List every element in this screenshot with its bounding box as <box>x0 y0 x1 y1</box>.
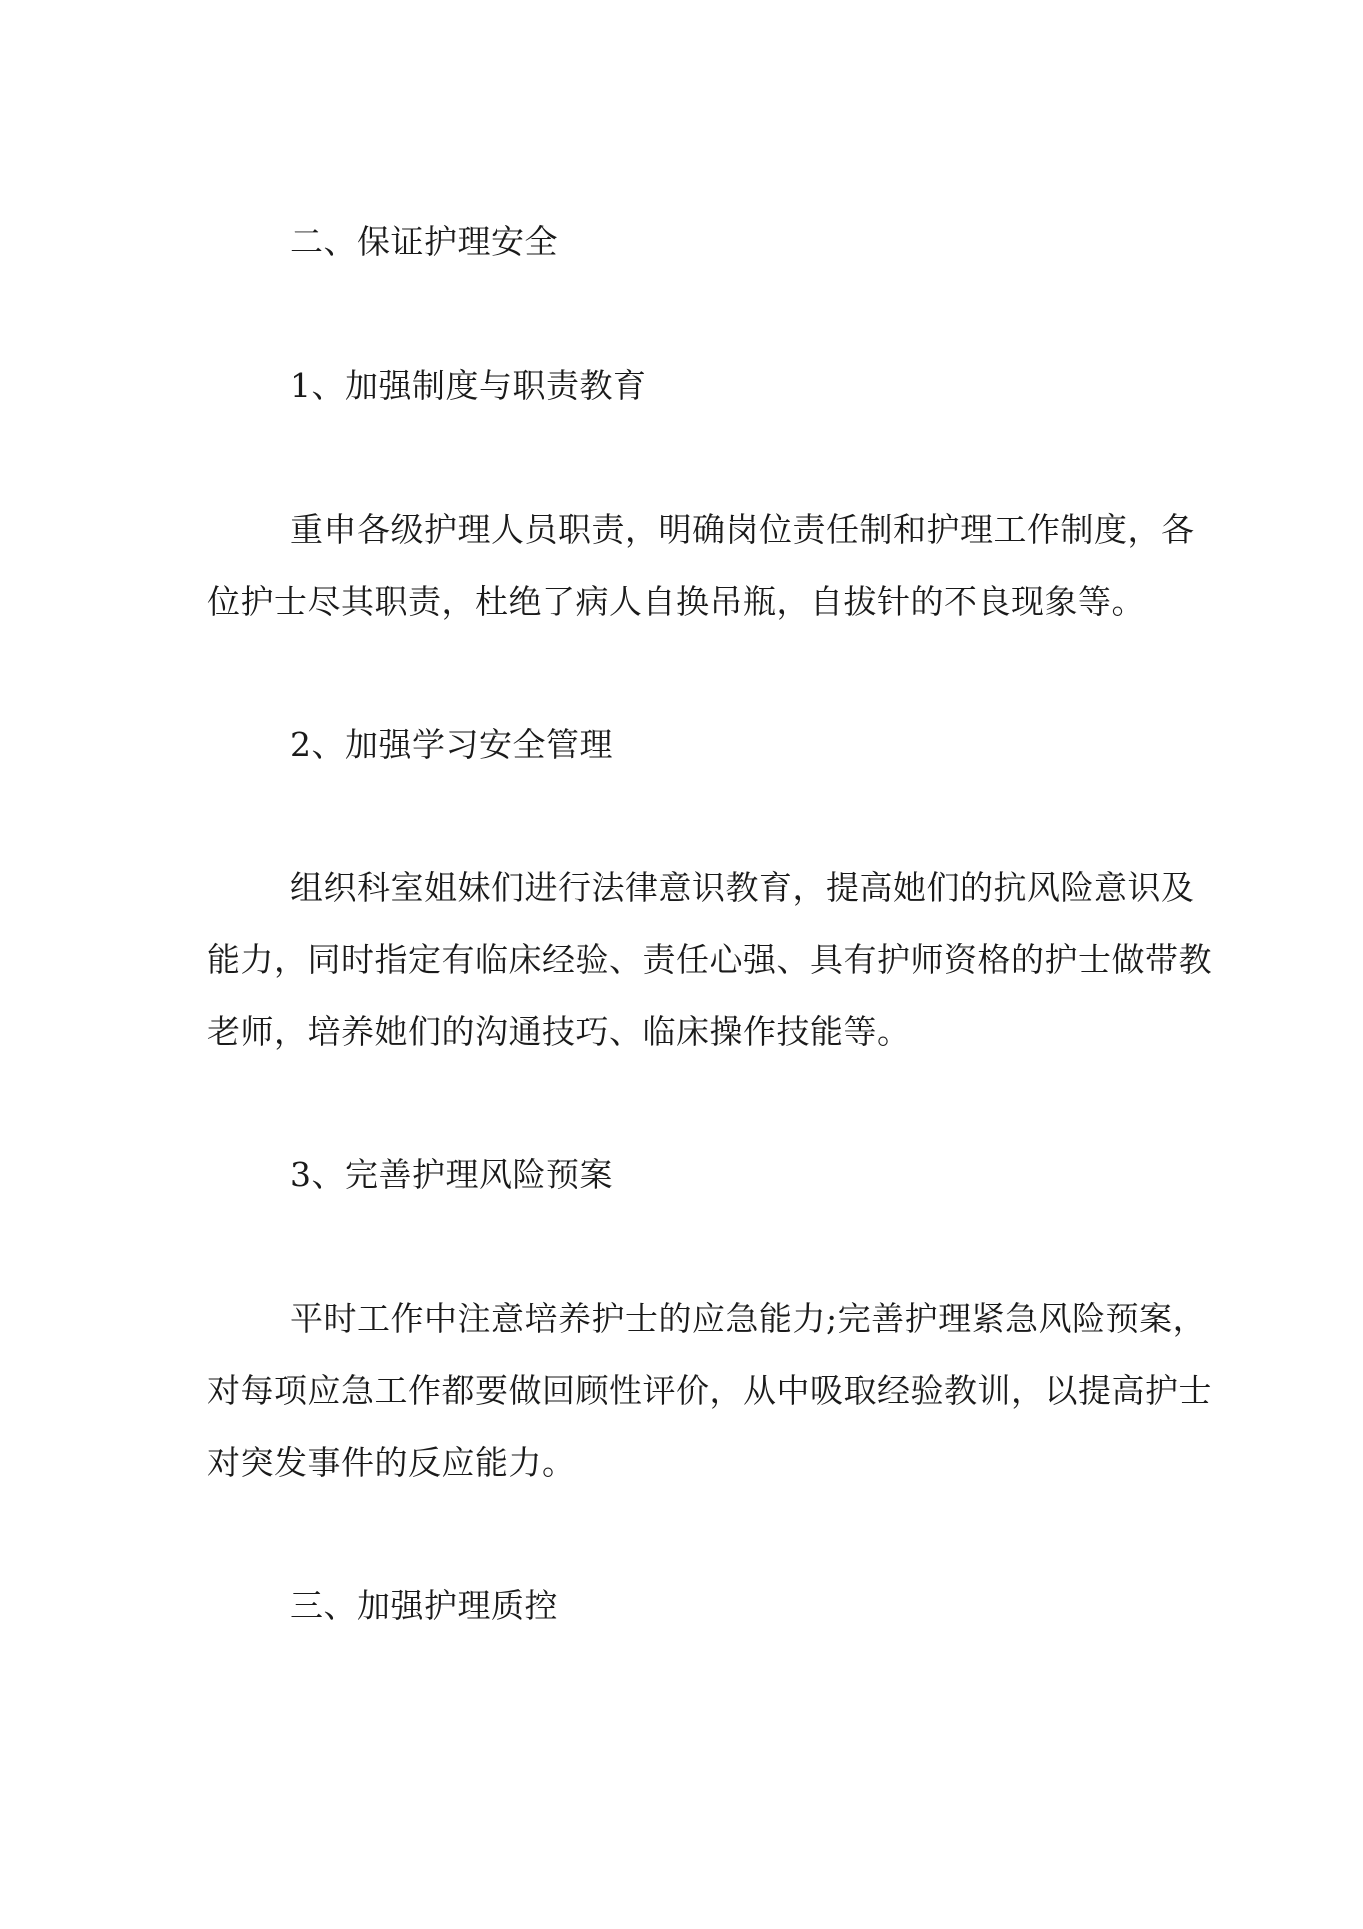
paragraph-risk-plan <box>207 1283 1212 1499</box>
item-heading-responsibility-education: 1、加强制度与职责教育 <box>290 366 647 405</box>
paragraph-safety-management <box>207 852 1212 1068</box>
section-heading-safety: 二、保证护理安全 <box>290 222 558 261</box>
paragraph-line: 对每项应急工作都要做回顾性评价，从中吸取经验教训，以提高护士 <box>207 1371 1212 1410</box>
paragraph-line: 组织科室姐妹们进行法律意识教育，提高她们的抗风险意识及 <box>290 868 1195 907</box>
paragraph-line: 能力，同时指定有临床经验、责任心强、具有护师资格的护士做带教 <box>207 940 1212 979</box>
item-heading-safety-management: 2、加强学习安全管理 <box>290 725 613 764</box>
item-heading-risk-plan: 3、完善护理风险预案 <box>290 1155 613 1194</box>
paragraph-line: 重申各级护理人员职责，明确岗位责任制和护理工作制度，各 <box>290 510 1195 549</box>
section-heading-quality-control: 三、加强护理质控 <box>290 1586 558 1625</box>
paragraph-line: 位护士尽其职责，杜绝了病人自换吊瓶，自拔针的不良现象等。 <box>207 582 1145 621</box>
paragraph-line: 对突发事件的反应能力。 <box>207 1443 576 1482</box>
paragraph-line: 平时工作中注意培养护士的应急能力;完善护理紧急风险预案， <box>290 1299 1207 1338</box>
paragraph-responsibility-education <box>207 494 1195 638</box>
paragraph-line: 老师，培养她们的沟通技巧、临床操作技能等。 <box>207 1012 911 1051</box>
